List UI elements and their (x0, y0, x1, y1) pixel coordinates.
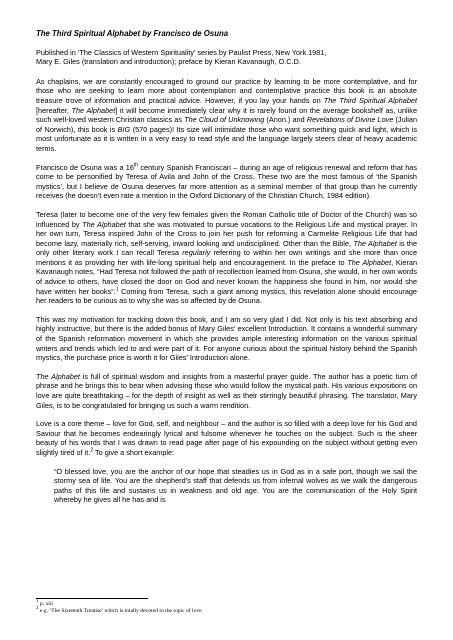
text-run: is the only other literary work I can recall Teresa (36, 238, 418, 258)
italic-run: BIG (117, 124, 131, 134)
block-quote: “O blessed love, you are the anchor of our hope that steadies us in God as in a safe port, though we sail the stormy sea of life. You are the shepherd’s staff that defends us from infernal wolves as we walk the dangerous paths of this life and sustains us in weakness and old age. You are the communication of the Holy Spirit whereby he gives all he has and is (54, 466, 417, 505)
document-title: The Third Spiritual Alphabet by Francisco de Osuna (36, 29, 229, 38)
paragraph-5 (36, 372, 417, 410)
text-run: (Julian of Norwich), this book is (36, 115, 417, 134)
footnote-ref-1: 1 (115, 286, 119, 293)
text-run: ] it will become immediately clear why it is rarely found on the average bookshelf as, unlike such well-loved western Christian classics as (36, 105, 418, 125)
footnote-divider (36, 598, 148, 599)
superscript: th (133, 162, 139, 169)
footnote-text: p. xiii (38, 601, 53, 607)
text-run: As chaplains, we are constantly encouraged to ground our practice by learning to be more contemplative, and for those who are seeking to learn more about contemplation and contemplative practice this book is an absolute treasure trove of information and practical advice. However, if you lay your hands on (36, 76, 417, 105)
text-run: To give a short example: (93, 447, 175, 457)
italic-run: The Alphabet (36, 371, 80, 381)
text-run: Francisco de Osuna was a 16 (36, 162, 134, 172)
paragraph-3 (36, 210, 417, 306)
italic-run: The Third Spiritual Alphabet (323, 95, 417, 105)
italic-run: The Cloud of Unknowing (184, 115, 265, 125)
publication-line-1: Published in ‘The Classics of Western Spirituality’ series by Paulist Press, New York.1981, (36, 47, 327, 57)
text-run: that she was motivated to pursue vocations to the Religious Life and mystical prayer. In her own turn, Teresa inspired John of the Cross to join her push for reforming a Carmelite Religious Life that had become lazy, materially rich, self-serving, inward looking and undisciplined. Other than the Bible, (36, 219, 418, 248)
paragraph-1 (36, 77, 417, 154)
text-run: Teresa (later to become one of the very few females given the Roman Catholic title of Doctor of the Church) was so influenced by (36, 209, 417, 229)
text-run: [hereafter, (36, 105, 72, 115)
italic-run: The Alphabet (71, 105, 116, 115)
text-run: referring to within her own writings and she more than once mentions it as providing her with life-long spiritual help and encouragement. In the preface to (36, 248, 418, 267)
publication-line-2: Mary E. Giles (translation and introduction); preface by Kieran Kavanaugh, O.C.D. (36, 57, 301, 67)
publication-info (36, 48, 417, 67)
text-run: century Spanish Franciscan – during an age of religious renewal and reform that has come to be personified by Teresa of Avila and John of the Cross. These two are the most famous of ‘the Spanish mystics’, but I believe de Osuna deserves far more attention as a seminal member of that group than he currently receives (he doesn’t even rate a mention in the Oxford Dictionary of the Christian Church, 1984 edition). (36, 162, 417, 201)
italic-run: The Alphabet (82, 219, 126, 229)
text-run: , Kieran Kavanaugh notes, “Had Teresa not followed the path of recollection learned from Osuna, she would, in her own words of advice to others, have closed the door on God and never known the happiness she found in him, nor would she have written her books”. (36, 257, 418, 296)
italic-run: regularly (182, 248, 211, 258)
footnote-2 (36, 608, 203, 615)
italic-run: The Alphabet (353, 238, 397, 248)
paragraph-4: This was my motivation for tracking down this book, and I am so very glad I did. Not only is his text absorbing and highly instructive, but there is the added bonus of Mary Giles’ excellent Introduction. It contains a wonderful summary of the Spanish reformation movement in which she provides ample interesting information on the various spiritual writers and trends which led to and were part of it. For anyone curious about the spiritual history behind the Spanish mystics, the purchase price is worth it for Giles’ Introduction alone. (36, 314, 417, 363)
italic-run: The Alphabet (347, 257, 392, 267)
footnote-text: e.g. ‘The Sixteenth Treatise’ which is totally devoted to the topic of love. (38, 608, 204, 615)
footnote-ref-2: 2 (90, 447, 94, 454)
footnote-mark: 2 (36, 606, 39, 612)
text-run: (Anon.) and (264, 115, 307, 125)
paragraph-2 (36, 163, 417, 201)
paragraph-6 (36, 419, 417, 457)
italic-run: Revelations of Divine Love (306, 115, 394, 125)
text-run: (570 pages)! Its size will intimidate those who want something quick and light, which is most unfortunate as it is written in a very easy to read style and the language largely steers clear of heavy academic terms. (36, 124, 417, 153)
footnote-mark: 1 (36, 599, 39, 605)
footnotes (36, 601, 203, 616)
text-run: Coming from Teresa, such a giant among mystics, this revelation alone should encourage her readers to be curious as to why she was so affected by de Osuna. (36, 286, 417, 306)
text-run: is full of spiritual wisdom and insights from a masterful prayer guide. The author has a poetic turn of phrase and he brings this to bear when advising those who would follow the mystical path. His various expositions on love are quite breathtaking – for the depth of insight as well as their stirringly beautiful phrasing. The translator, Mary Giles, is to be congratulated for bringing us such a warm rendition. (36, 371, 417, 410)
text-run: Love is a core theme – love for God, self, and neighbour – and the author is so filled with a deep love for his God and Saviour that he becomes endearingly lyrical and fulsome whenever he touches on the subject. Such is the sheer beauty of his words that I was drawn to read page after page of his expounding on the subject without getting even slightly tired of it. (36, 419, 417, 457)
